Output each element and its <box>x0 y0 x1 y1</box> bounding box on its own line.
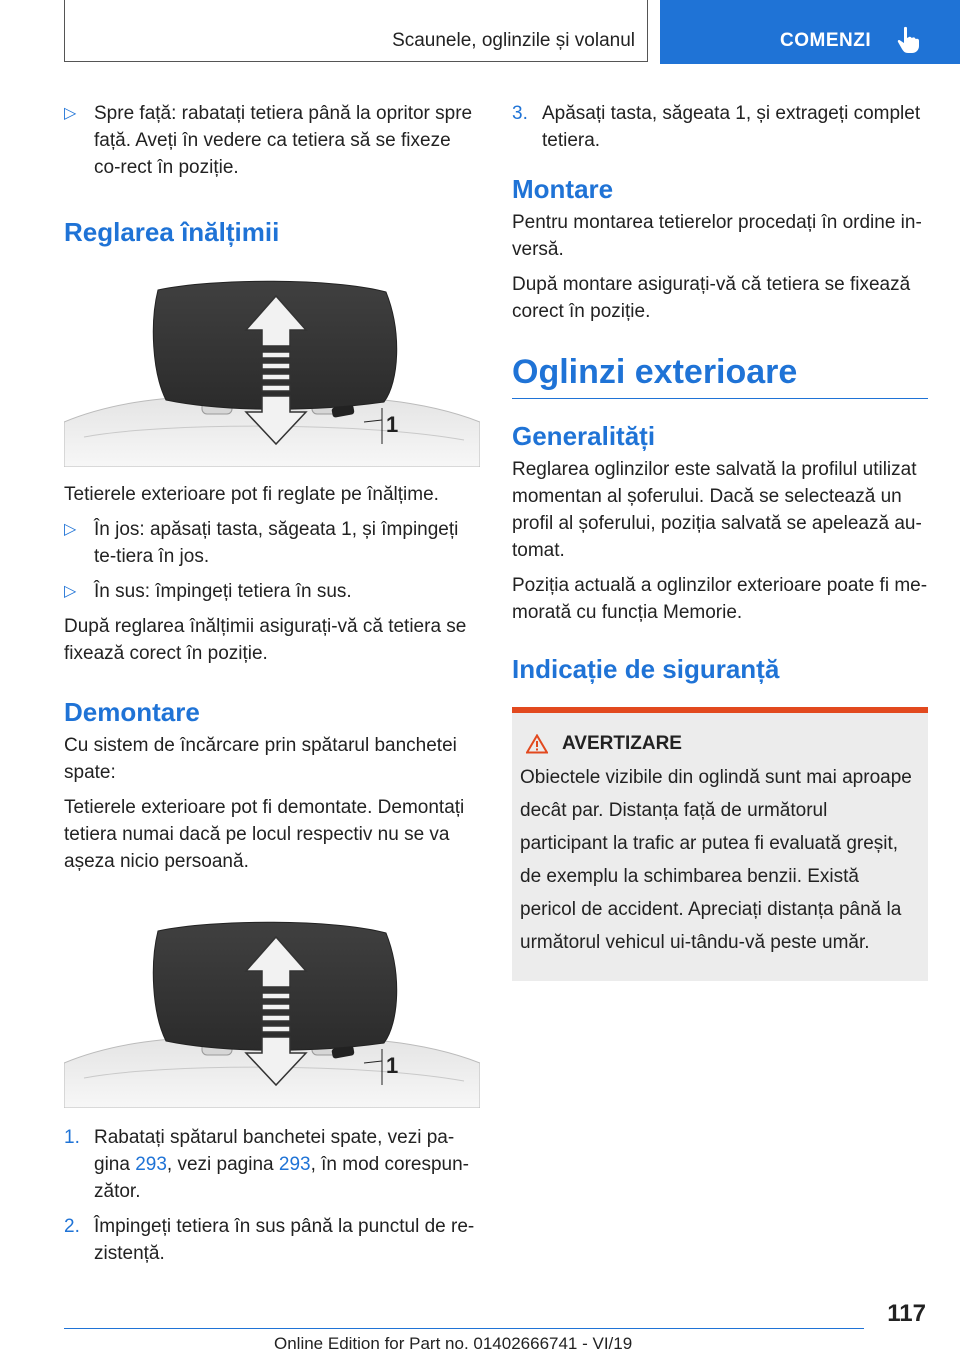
paragraph: Tetierele exterioare pot fi demontate. Demontați tetiera numai dacă pe locul respectiv nu se va așeza nicio persoană. <box>64 797 465 872</box>
bullet-triangle-icon: ▷ <box>64 521 77 538</box>
svg-text:1: 1 <box>386 1053 399 1078</box>
section-heading-remove: Demontare <box>64 697 200 727</box>
paragraph: Pentru montarea tetierelor procedați în ordine in‐versă. <box>512 212 922 260</box>
warning-triangle-icon <box>526 734 548 754</box>
headrest-figure-1 <box>64 272 480 467</box>
numbered-step: 3. Apăsați tasta, săgeata 1, și extrageți complet tetiera. <box>512 103 921 151</box>
bullet-triangle-icon: ▷ <box>64 583 77 600</box>
paragraph: După reglarea înălțimii asigurați-vă că tetiera se fixează corect în poziție. <box>64 616 467 664</box>
headrest-figure-2 <box>64 913 480 1108</box>
paragraph: După montare asigurați-vă că tetiera se fixează corect în poziție. <box>512 274 911 322</box>
page-number: 117 <box>887 1300 926 1327</box>
list-item: ▷ În jos: apăsați tasta, săgeata 1, și împingeți te‐tiera în jos. <box>64 516 480 570</box>
paragraph: Tetierele exterioare pot fi reglate pe înălțime. <box>64 484 439 505</box>
nav-comenzi-button[interactable] <box>660 0 960 64</box>
left-column <box>64 100 480 1275</box>
list-item: ▷ Spre față: rabatați tetiera până la opritor spre față. Aveți în vedere ca tetiera să se fixeze co‐rect în poziție. <box>64 100 480 181</box>
page-link[interactable]: 293 <box>278 1154 311 1175</box>
list-item: ▷ În sus: împingeți tetiera în sus. <box>64 578 480 605</box>
chapter-heading-mirrors: Oglinzi exterioare <box>512 353 928 399</box>
nav-label: COMENZI <box>780 30 872 51</box>
warning-box <box>512 707 928 981</box>
page-link[interactable]: 293 <box>135 1154 167 1175</box>
section-title: Scaunele, oglinzile și volanul <box>392 30 635 51</box>
section-heading-safety: Indicație de siguranță <box>512 654 780 684</box>
warning-text: Obiectele vizibile din oglindă sunt mai aproape decât par. Distanța față de următorul participant la trafic ar putea fi evaluată greșit, de exemplu la schimbarea benzii. Există pericol de accident. Apreciați distanța până la următorul vehicul ui‐tându-vă peste umăr. <box>520 767 912 953</box>
bullet-triangle-icon: ▷ <box>64 105 77 122</box>
warning-title: AVERTIZARE <box>562 733 682 754</box>
section-heading-height: Reglarea înălțimii <box>64 217 280 247</box>
svg-text:1: 1 <box>386 412 399 437</box>
paragraph: Poziția actuală a oglinzilor exterioare poate fi me‐morată cu funcția Memorie. <box>512 575 928 623</box>
paragraph: Reglarea oglinzilor este salvată la profilul utilizat momentan al șoferului. Dacă se selectează un profil al șoferului, poziția salvată se apelează au‐tomat. <box>512 459 922 561</box>
header-bar <box>64 0 648 62</box>
footer-rule <box>64 1328 864 1329</box>
numbered-step: 1. Rabatați spătarul banchetei spate, vezi pa‐gina 293, vezi pagina 293, în mod corespun‐zător. <box>64 1127 469 1202</box>
numbered-step: 2. Împingeți tetiera în sus până la punctul de re‐zistență. <box>64 1216 475 1264</box>
section-heading-mount: Montare <box>512 174 614 204</box>
right-column <box>512 100 928 981</box>
hand-pointer-icon <box>896 26 920 54</box>
paragraph: Cu sistem de încărcare prin spătarul banchetei spate: <box>64 735 457 783</box>
edition-footer: Online Edition for Part no. 01402666741 - VI/19 <box>274 1334 633 1353</box>
section-heading-general: Generalități <box>512 421 656 451</box>
